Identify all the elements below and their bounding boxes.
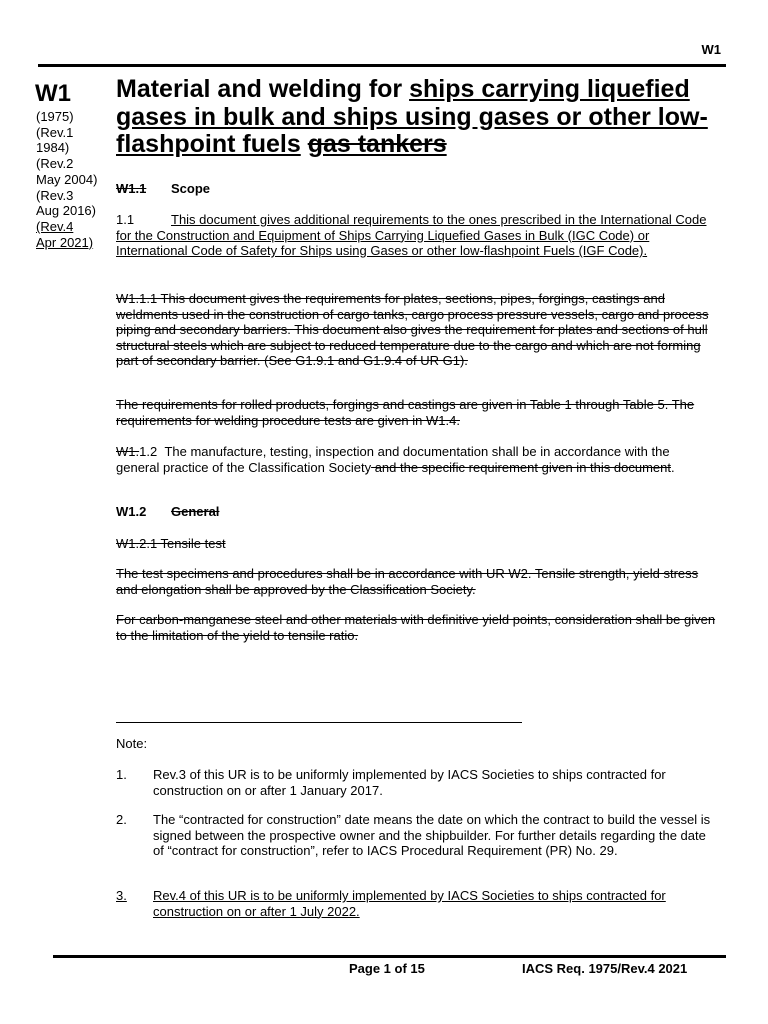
note-text: Rev.3 of this UR is to be uniformly implemented by IACS Societies to ships contracted for construction on or after 1 January 2017. [153,767,666,798]
paragraph-carbon-deleted: For carbon-manganese steel and other materials with definitive yield points, consideration shall be given to the limitation of the yield to tensile ratio. [116,612,716,643]
history-line: 1984) [36,140,70,156]
tensile-test-heading-deleted: W1.2.1 Tensile test [116,536,226,551]
section-label: Scope [171,181,211,196]
history-line: (Rev.1 [36,124,74,140]
paragraph-rolled-products-deleted: The requirements for rolled products, forgings and castings are given in Table 1 through Table 5. The requirements for welding procedure tests are given in W1.4. [116,397,695,428]
paragraph-1-1 [116,212,716,259]
history-line: Aug 2016) [36,203,96,219]
paragraph-end: . [670,459,675,475]
note-number: 3. [116,888,127,903]
section-label: General [171,504,220,519]
history-line-rev4: (Rev.4 [36,218,74,234]
paragraph-w1-1-1-deleted: W1.1.1 This document gives the requirements for plates, sections, pipes, forgings, castings and weldments used in the construction of cargo tanks, cargo process pressure vessels, cargo and process piping and secondary barriers. This document also gives the requirement for plates and sections of hull structural steels which are subject to reduced temperature due to the cargo and which are not forming part of secondary barrier. (See G1.9.1 and G1.9.4 of UR G1). [116,291,709,368]
history-line: May 2004) [36,171,98,187]
history-line: (Rev.2 [36,156,74,172]
history-line: (Rev.3 [36,187,74,203]
section-number: W1.1 [116,181,147,196]
footer-reference: IACS Req. 1975/Rev.4 2021 [522,961,688,976]
history-line: (1975) [36,109,74,124]
title-space [301,130,308,158]
section-general-heading-deleted [116,504,219,520]
title-part1: Material and welding for [116,75,410,103]
title-deleted-text: gas tankers [307,130,447,158]
section-number: W1.2 [116,504,147,519]
revision-history [36,109,116,250]
sidebar-code: W1 [35,80,71,107]
paragraph-1-2 [116,444,716,475]
document-title [116,76,736,159]
bottom-rule [53,955,726,958]
note-text: Rev.4 of this UR is to be uniformly implemented by IACS Societies to ships contracted for construction on or after 1 July 2022. [153,888,666,919]
paragraph-number-deleted: W1. [116,444,140,459]
section-scope-heading [116,181,210,197]
header-code: W1 [701,42,721,57]
note-number: 2. [116,812,127,827]
note-rule [116,722,522,723]
top-rule [38,64,726,67]
paragraph-text: The manufacture, testing, inspection and documentation shall be in accordance with the general practice of the Classification Society [116,444,670,475]
footer-page-number: Page 1 of 15 [349,961,425,976]
note-number: 1. [116,767,127,782]
history-line-rev4-date: Apr 2021) [36,234,94,250]
paragraph-number: 1.1 [116,212,135,227]
paragraph-number: 1.2 [139,444,158,459]
paragraph-tensile-deleted: The test specimens and procedures shall be in accordance with UR W2. Tensile strength, yield stress and elongation shall be approved by the Classification Society. [116,566,699,597]
note-text: The “contracted for construction” date means the date on which the contract to build the vessel is signed between the prospective owner and the shipbuilder. For further details regarding the date of “contract for construction”, refer to IACS Procedural Requirement (PR) No. 29. [153,812,711,858]
title-inserted-text: ships carrying liquefied gases in bulk and ships using gases or other low-flashpoint fuels [116,75,708,158]
paragraph-deleted-text: and the specific requirement given in this document [371,459,671,475]
note-label: Note: [116,736,148,751]
paragraph-text: This document gives additional requirements to the ones prescribed in the International Code for the Construction and Equipment of Ships Carrying Liquefied Gases in Bulk (IGC Code) or International Code of Safety for Ships using Gases or other low-flashpoint Fuels (IGF Code). [116,212,707,258]
